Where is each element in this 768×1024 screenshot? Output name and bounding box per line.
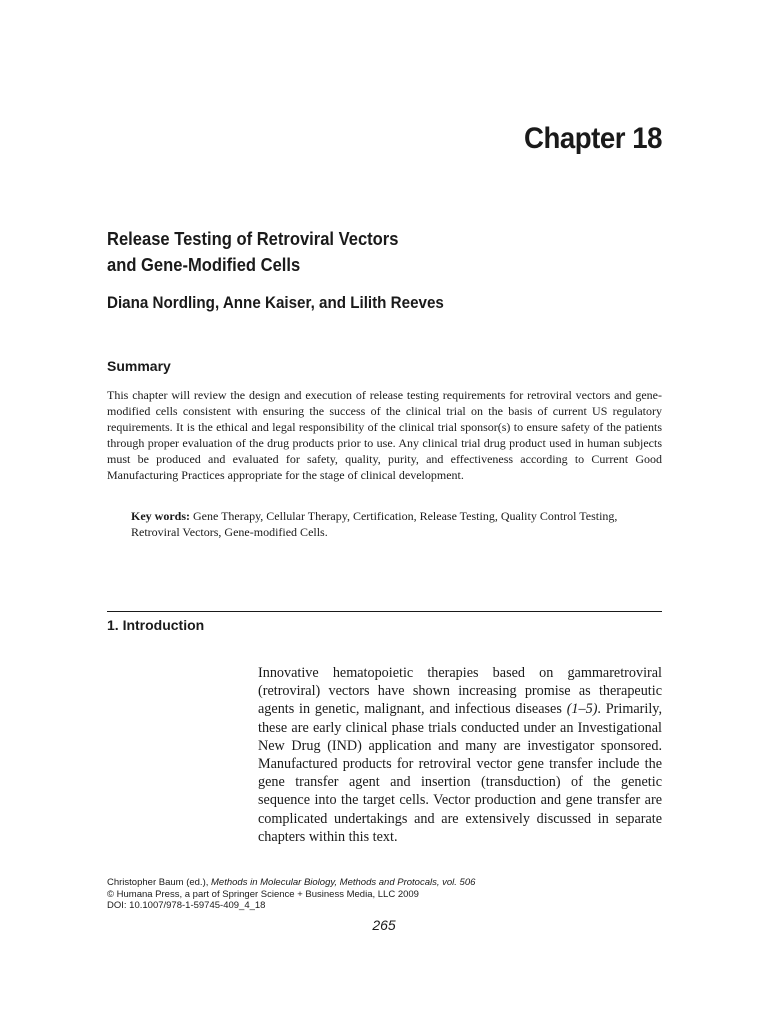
keywords-label: Key words: (131, 509, 190, 523)
summary-paragraph: This chapter will review the design and execution of release testing requirements for retroviral vectors and gene-modified cells consistent with ensuring the success of the clinical trial on the basis of current US regulatory requirements. It is the ethical and legal responsibility of the clinical trial sponsor(s) to ensure safety of the patients through proper evaluation of the drug products prior to use. Any clinical trial drug product used in human subjects must be produced and evaluated for safety, quality, purity, and effectiveness according to Current Good Manufacturing Practices appropriate for the stage of clinical development. (107, 388, 662, 482)
section-heading-introduction: 1. Introduction (107, 617, 205, 633)
footer-doi: DOI: 10.1007/978-1-59745-409_4_18 (107, 900, 266, 911)
chapter-title-line-2: and Gene-Modified Cells (107, 255, 301, 275)
section-divider (107, 611, 662, 612)
introduction-paragraph (258, 664, 662, 846)
citation-reference: (1–5) (566, 701, 598, 718)
introduction-text-part-1: Innovative hematopoietic therapies based on gammaretroviral (retroviral) vectors have shown increasing promise as therapeutic agents in genetic, malignant, and infectious diseases (258, 665, 662, 718)
chapter-title (107, 226, 585, 278)
chapter-label: Chapter 18 (523, 122, 662, 155)
keywords-text: Gene Therapy, Cellular Therapy, Certification, Release Testing, Quality Control Testing, Retroviral Vectors, Gene-modified Cells. (131, 509, 618, 539)
footer-editor: Christopher Baum (ed.), (107, 877, 209, 888)
chapter-title-line-1: Release Testing of Retroviral Vectors (107, 229, 399, 249)
footer-series: Methods in Molecular Biology, Methods and Protocals, vol. 506 (211, 877, 476, 888)
footer-copyright: © Humana Press, a part of Springer Science + Business Media, LLC 2009 (107, 888, 419, 900)
author-list: Diana Nordling, Anne Kaiser, and Lilith Reeves (107, 294, 444, 312)
introduction-text-part-2: . Primarily, these are early clinical phase trials conducted under an Investigational New Drug (IND) application and many are investigator sponsored. Manufactured products for retroviral vector gene transfer include the gene transfer agent and insertion (transduction) of the genetic sequence into the target cells. Vector production and gene transfer are complicated undertakings and are extensively discussed in separate chapters within this text. (258, 701, 662, 845)
keywords-block (131, 508, 662, 540)
footer-line-1 (107, 877, 475, 889)
citation-footer (107, 877, 475, 912)
summary-heading: Summary (107, 358, 171, 374)
page-number: 265 (372, 917, 396, 933)
